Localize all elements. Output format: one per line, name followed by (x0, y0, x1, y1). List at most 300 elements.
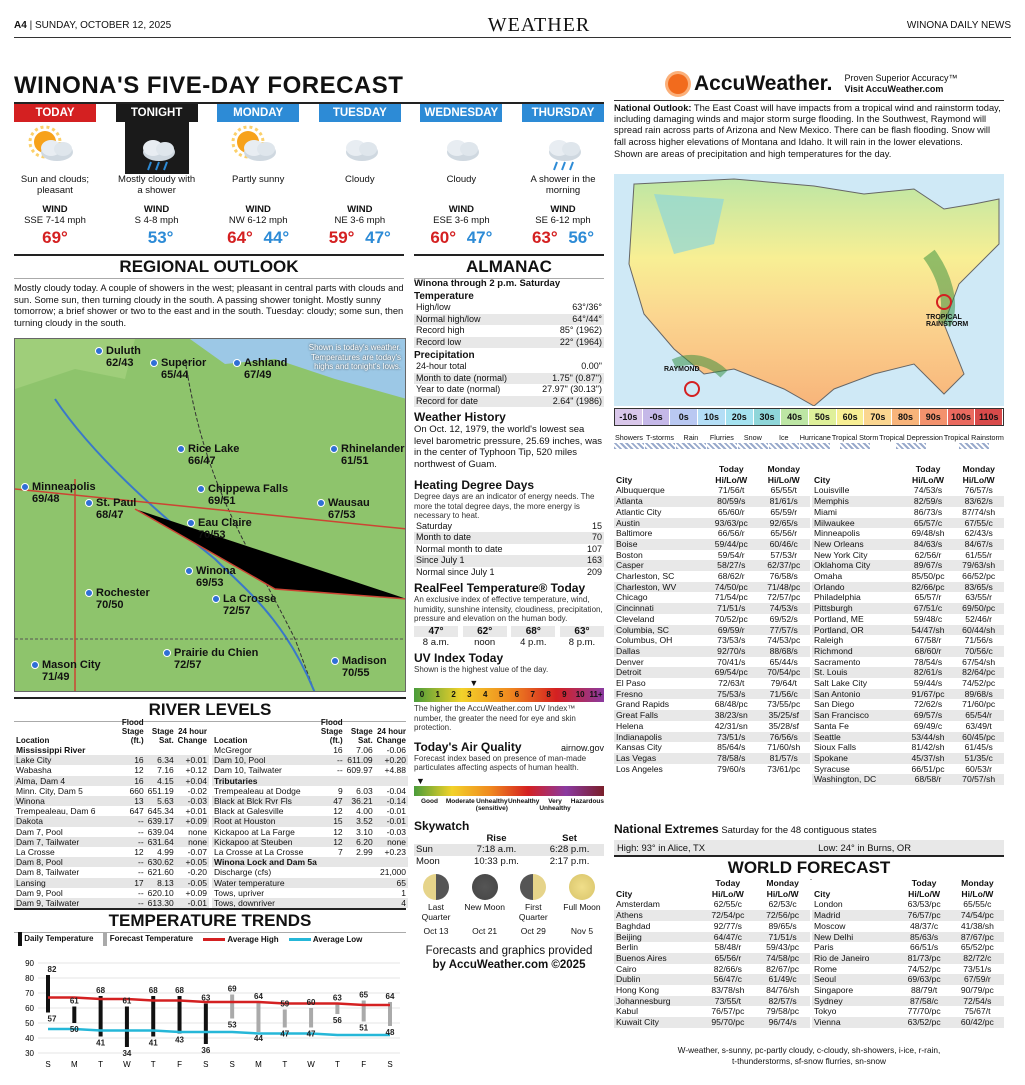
river-cell: none (387, 836, 406, 847)
map-city-row (197, 483, 288, 495)
city-row (812, 996, 1004, 1007)
city-cell: Johannesburg (616, 995, 671, 1006)
sky-cell: 7:18 a.m. (476, 844, 517, 855)
forecast-day (319, 104, 401, 248)
uv-marker-icon: ▼ (469, 678, 479, 688)
river-row (212, 837, 408, 847)
city-cell: Cairo (616, 963, 637, 974)
forecast-day (14, 104, 96, 248)
river-cell: 47 (333, 796, 343, 807)
city-cell: 67/54/sh (962, 656, 996, 667)
section-title: WEATHER (487, 14, 591, 36)
city-cell: Miami (814, 506, 837, 517)
city-row (614, 689, 810, 700)
city-cell: 85/50/pc (911, 571, 945, 582)
city-cell: 82/57/s (768, 995, 797, 1006)
y-tick-label: 30 (25, 1049, 34, 1058)
city-cell: Detroit (616, 667, 642, 678)
row-value: 163 (586, 555, 602, 565)
city-row (614, 899, 810, 910)
legend-swatch-icon (800, 443, 830, 449)
low-temp: 44° (263, 228, 290, 247)
sky-cell: Moon (416, 856, 440, 867)
city-cell: 82/72/c (963, 952, 992, 963)
row-label: Month to date (normal) (416, 372, 508, 383)
river-cell: 12 (333, 806, 343, 817)
river-cell: 16 (134, 775, 144, 786)
city-dot-icon (163, 649, 171, 657)
city-cell: Orlando (814, 581, 845, 592)
city-cell: 42/31/sn (714, 720, 748, 731)
row-value: 15 (591, 520, 602, 531)
river-cell: Kickapoo at Steuben (214, 836, 293, 847)
city-cell: Moscow (814, 920, 846, 931)
city-cell: 72/57/pc (767, 592, 801, 603)
wind-label: WIND (42, 204, 68, 215)
city-cell: 81/42/sh (911, 742, 945, 753)
city-cell: Casper (616, 560, 644, 571)
day-temps (116, 228, 198, 248)
map-city-temp: 67/53 (328, 509, 356, 521)
moon-phase-name: Full Moon (563, 902, 601, 912)
day-temps (319, 228, 401, 248)
city-row (614, 732, 810, 743)
city-cell: 72/62/s (913, 699, 943, 710)
river-cell (176, 745, 209, 755)
city-dot-icon (187, 519, 195, 527)
x-tick-label: T (98, 1060, 104, 1069)
city-row (614, 764, 810, 775)
city-cell: 76/56/s (769, 731, 798, 742)
river-cell (375, 857, 408, 867)
forecast-title: WINONA'S FIVE-DAY FORECAST (14, 72, 604, 104)
city-cell: 88/79/t (910, 985, 938, 996)
legend-avg-low: Average Low (289, 935, 363, 944)
river-cell: 13 (134, 796, 144, 807)
city-cell: 69/54/pc (714, 667, 748, 678)
city-row (812, 932, 1004, 943)
city-cell: 51/35/c (964, 752, 993, 763)
city-cell: 87/67/pc (960, 931, 994, 942)
row-value: 107 (586, 543, 602, 554)
river-row (14, 867, 209, 877)
city-cell: 59/54/r (717, 549, 745, 560)
moon-phase-name: First Quarter (518, 902, 548, 922)
city-row (812, 899, 1004, 910)
temp-bar (230, 995, 234, 1019)
city-cell: 75/67/t (964, 1006, 991, 1017)
col-head (812, 878, 898, 889)
uv-text: The higher the AccuWeather.com UV Index™ number, the greater the need for eye and skin protection. (414, 704, 576, 732)
river-cell (116, 745, 146, 755)
city-cell: Richmond (814, 645, 853, 656)
city-cell: Baghdad (616, 920, 651, 931)
legend-item (738, 434, 768, 449)
river-row (14, 827, 209, 837)
day-description: A shower in the morning (530, 174, 596, 196)
river-cell (345, 867, 375, 877)
city-cell: 73/51/s (717, 731, 746, 742)
city-cell: New Orleans (814, 538, 864, 549)
uv-tick: 4 (483, 690, 488, 699)
x-tick-label: T (334, 1060, 340, 1069)
city-cell: Pittsburgh (814, 603, 853, 614)
river-cell: Winona Lock and Dam 5a (214, 857, 317, 868)
moon-date: Oct 13 (423, 926, 449, 936)
city-cell: 70/56/c (964, 645, 993, 656)
river-cell: -- (138, 857, 144, 868)
city-cell: 70/41/s (717, 656, 746, 667)
wind-label: WIND (143, 204, 170, 215)
almanac-precip-label: Precipitation (414, 350, 475, 361)
low-value-label: 56 (332, 1016, 342, 1025)
river-cell: 651.19 (147, 785, 174, 796)
high-value-label: 68 (175, 986, 184, 995)
river-row (212, 847, 408, 857)
city-cell: Buenos Aires (616, 952, 667, 963)
city-cell: 67/59/r (963, 974, 991, 985)
city-cell: 78/54/s (913, 656, 943, 667)
river-cell: 12 (134, 847, 144, 858)
river-cell (345, 878, 375, 888)
forecast-day (420, 104, 502, 248)
high-value-label: 61 (69, 996, 79, 1006)
city-row (614, 932, 810, 943)
city-table-head (812, 878, 1004, 889)
scale-band: 50s (809, 409, 837, 425)
city-cell: 74/53/pc (767, 635, 801, 646)
city-row (812, 764, 1004, 775)
city-cell: 83/78/sh (711, 985, 745, 996)
national-map (614, 174, 1004, 406)
river-head (212, 718, 408, 745)
river-cell: Dam 9, Pool (16, 887, 63, 898)
trends-title: TEMPERATURE TRENDS (14, 908, 406, 933)
row-label: Record for date (416, 395, 479, 406)
city-cell: Sioux Falls (814, 742, 857, 753)
river-cell (345, 898, 375, 908)
river-row (14, 898, 209, 908)
river-cell: -0.03 (386, 826, 406, 837)
legend-label: Hurricane (799, 433, 831, 442)
city-cell: Seattle (814, 731, 841, 742)
city-cell: 77/70/pc (907, 1006, 941, 1017)
city-cell: Tokyo (814, 1006, 837, 1017)
city-row (812, 774, 1004, 785)
river-cell (345, 888, 375, 898)
city-row (812, 921, 1004, 932)
realfeel-value: 47° (414, 626, 458, 637)
city-cell: 90/79/pc (960, 985, 994, 996)
city-cell: Syracuse (814, 763, 850, 774)
river-cell: -- (138, 816, 144, 827)
almanac-row (414, 396, 604, 408)
city-row (614, 496, 810, 507)
map-city-name: Mason City (42, 659, 101, 671)
low-temp: 53° (147, 228, 174, 247)
high-temp: 59° (328, 228, 355, 247)
map-city-name: Chippewa Falls (208, 483, 289, 495)
day-description: Cloudy (446, 174, 477, 185)
city-row (812, 539, 1004, 550)
city-cell: 75/53/s (717, 688, 746, 699)
river-cell: 6.34 (157, 755, 174, 766)
river-cell: 5.63 (157, 796, 174, 807)
river-col-head: Location (16, 736, 50, 745)
city-cell: 41/38/sh (960, 920, 994, 931)
river-cell: -0.14 (386, 796, 406, 807)
river-cell: Water temperature (214, 877, 285, 888)
city-row (812, 625, 1004, 636)
realfeel-values (414, 626, 604, 648)
city-cell: 72/54/pc (711, 910, 745, 921)
air-level: Moderate (445, 797, 475, 805)
city-cell: 63/52/pc (907, 1017, 941, 1028)
legend-label: Tropical Rainstorm (943, 433, 1004, 442)
city-cell: Indianapolis (616, 731, 662, 742)
city-row (614, 603, 810, 614)
river-cell: -0.05 (187, 877, 207, 888)
river-cell: 7.16 (157, 765, 174, 776)
forecast-day (116, 104, 198, 248)
low-value-label: 44 (254, 1034, 263, 1043)
partly-sunny-icon (217, 122, 299, 174)
city-cell: Spokane (814, 752, 848, 763)
cloudy-icon (319, 122, 401, 174)
city-cell: 48/37/c (910, 920, 939, 931)
legend-swatch-icon (645, 443, 675, 449)
legend-swatch-icon (769, 443, 799, 449)
city-cell: Boise (616, 538, 638, 549)
almanac-panel (414, 278, 604, 972)
row-label: Normal since July 1 (416, 566, 495, 577)
city-cell: Raleigh (814, 635, 844, 646)
moon-phase (560, 874, 604, 936)
city-cell: 65/60/r (717, 506, 745, 517)
river-cell: 613.30 (147, 898, 174, 909)
city-cell: 38/23/sn (714, 710, 748, 721)
city-cell: 80/59/s (717, 496, 746, 507)
city-dot-icon (197, 485, 205, 493)
city-row (812, 1006, 1004, 1017)
city-cell: 74/52/pc (962, 678, 996, 689)
almanac-row (414, 373, 604, 385)
river-col-head: Flood Stage (ft.) (121, 718, 144, 745)
city-cell: 66/56/r (717, 528, 745, 539)
row-label: Year to date (normal) (416, 384, 501, 394)
city-cell: 93/63/pc (714, 517, 748, 528)
weather-legend (614, 434, 1004, 449)
city-table-subhead (812, 475, 1004, 486)
skywatch-row (414, 856, 604, 868)
low-value-label: 41 (96, 1038, 106, 1048)
city-cell: 78/58/s (717, 752, 746, 763)
city-cell: 71/48/pc (767, 581, 801, 592)
river-cell: 620.10 (147, 887, 174, 898)
city-cell: 60/45/pc (962, 731, 996, 742)
city-cell: Charleston, WV (616, 581, 677, 592)
scale-band: 90s (920, 409, 948, 425)
city-row (614, 507, 810, 518)
map-city-temp: 67/49 (244, 369, 272, 381)
city-row (812, 910, 1004, 921)
moon-icon (569, 874, 595, 900)
river-cell: Tows, downriver (214, 898, 275, 909)
river-cell: +4.88 (384, 765, 406, 776)
city-cell: 62/55/c (713, 899, 742, 910)
day-temps (217, 228, 299, 248)
map-city-temp: 62/43 (106, 357, 134, 369)
city-table-head (614, 464, 810, 475)
almanac-row (414, 567, 604, 579)
river-row (14, 847, 209, 857)
map-city (317, 497, 370, 521)
us-cities-left (614, 464, 810, 774)
moon-date: Oct 21 (472, 926, 498, 936)
city-table-subhead (614, 889, 810, 900)
river-cell: +0.01 (185, 806, 207, 817)
legend-swatch-icon (896, 443, 926, 449)
x-tick-label: F (177, 1060, 182, 1069)
uv-tick: 11+ (589, 690, 603, 699)
high-temp: 63° (531, 228, 558, 247)
river-cell: 12 (333, 836, 343, 847)
legend-daily: Daily Temperature (18, 932, 93, 946)
river-cell: 7 (337, 847, 343, 858)
sky-head (414, 833, 458, 845)
legend-label: Tropical Storm (831, 433, 879, 442)
city-row (614, 539, 810, 550)
map-city-row (21, 481, 96, 493)
city-row (812, 699, 1004, 710)
city-cell: San Antonio (814, 688, 861, 699)
river-cell: -- (138, 836, 144, 847)
high-temp: 60° (430, 228, 457, 247)
map-city (233, 357, 287, 381)
uv-tick: 7 (530, 690, 535, 699)
weather-key: W-weather, s-sunny, pc-partly cloudy, c-cloudy, sh-showers, i-ice, r-rain, t-thunderstorms, sf-snow flurries, sn-snow (677, 1045, 941, 1066)
city-row (614, 1017, 810, 1028)
city-cell: 92/70/s (717, 645, 746, 656)
city-cell: 52/46/r (965, 613, 993, 624)
river-cell: 611.09 (347, 755, 373, 766)
legend-item (832, 434, 878, 449)
river-col-head: 24 hour Change (177, 727, 208, 745)
city-cell: 67/58/r (914, 635, 942, 646)
river-cell: La Crosse (16, 847, 55, 858)
row-value: 0.00" (581, 361, 602, 371)
y-tick-label: 90 (25, 959, 34, 968)
city-table-subhead (812, 889, 1004, 900)
wind-label: WIND (245, 204, 271, 215)
almanac-row (414, 521, 604, 533)
city-dot-icon (177, 445, 185, 453)
row-value: 64°/44° (572, 313, 602, 324)
river-cell: -0.07 (187, 847, 207, 858)
row-label: 24-hour total (416, 361, 467, 371)
wind-value: SSE 7-14 mph (24, 215, 86, 226)
city-cell: Sydney (814, 995, 843, 1006)
map-city-row (95, 345, 141, 357)
map-city-temp: 72/57 (223, 605, 251, 617)
map-city-row (31, 659, 101, 671)
uv-tick: 1 (435, 690, 440, 699)
city-cell: 73/61/pc (767, 763, 801, 774)
city-row (614, 710, 810, 721)
river-cell: -0.01 (386, 806, 406, 817)
day-name: MONDAY (217, 104, 299, 122)
col-subhead: City (616, 888, 633, 899)
map-city (177, 443, 239, 467)
river-cell: -- (138, 826, 144, 837)
river-cell: 3.52 (356, 816, 373, 827)
row-label: Since July 1 (416, 555, 465, 565)
air-level: Unhealthy (507, 797, 540, 805)
sky-cell: 6:28 p.m. (549, 844, 590, 855)
city-cell: 65/52/pc (960, 942, 994, 953)
river-col-head: Stage Sat. (151, 727, 174, 745)
city-cell: Oklahoma City (814, 560, 871, 571)
city-row (812, 953, 1004, 964)
city-dot-icon (150, 359, 158, 367)
map-city (330, 443, 405, 467)
city-cell: 65/55/t (770, 485, 797, 496)
city-cell: Boston (616, 549, 643, 560)
day-name: TONIGHT (116, 104, 198, 122)
history-text: On Oct. 12, 1979, the world's lowest sea level barometric pressure, 25.69 inches, was in the center of Typhoon Tip, 520 miles northwest of Guam. (414, 424, 602, 470)
city-cell: Great Falls (616, 710, 659, 721)
day-name: THURSDAY (522, 104, 604, 122)
map-city (185, 565, 236, 589)
city-cell: Atlantic City (616, 506, 662, 517)
river-row (212, 786, 408, 796)
city-cell: San Diego (814, 699, 855, 710)
city-cell: 61/49/c (768, 974, 797, 985)
row-value: 85° (1962) (559, 325, 602, 335)
city-row (812, 689, 1004, 700)
city-row (614, 996, 810, 1007)
city-cell: Portland, ME (814, 613, 864, 624)
uv-tick: 0 (419, 690, 425, 699)
map-city-name: Rice Lake (188, 443, 240, 455)
river-cell: Lake City (16, 755, 52, 766)
city-row (812, 550, 1004, 561)
city-cell: 74/54/pc (960, 910, 994, 921)
air-marker-icon: ▼ (416, 775, 425, 786)
temp-bar (46, 975, 50, 1013)
river-cell: +0.23 (384, 847, 406, 858)
city-cell: 65/54/r (965, 710, 993, 721)
river-row (212, 796, 408, 806)
city-cell: 92/65/s (769, 517, 798, 528)
river-cell: -0.01 (187, 898, 207, 909)
city-cell: 71/60/sh (767, 742, 801, 753)
map-city-name: La Crosse (223, 593, 277, 605)
river-cell: Discharge (cfs) (214, 867, 272, 878)
city-cell: 62/37/pc (767, 560, 801, 571)
river-cell: 16 (333, 745, 343, 755)
rivers-left (14, 718, 209, 908)
legend-label: Tropical Depression (879, 433, 943, 442)
city-cell: Las Vegas (616, 752, 657, 763)
day-name: TODAY (14, 104, 96, 122)
sun-logo-icon (668, 74, 688, 94)
city-cell: 59/48/c (913, 613, 943, 624)
low-value-label: 47 (280, 1029, 290, 1039)
city-table-head (614, 878, 810, 889)
row-label: Normal high/low (416, 313, 481, 324)
city-cell: Seoul (814, 974, 836, 985)
